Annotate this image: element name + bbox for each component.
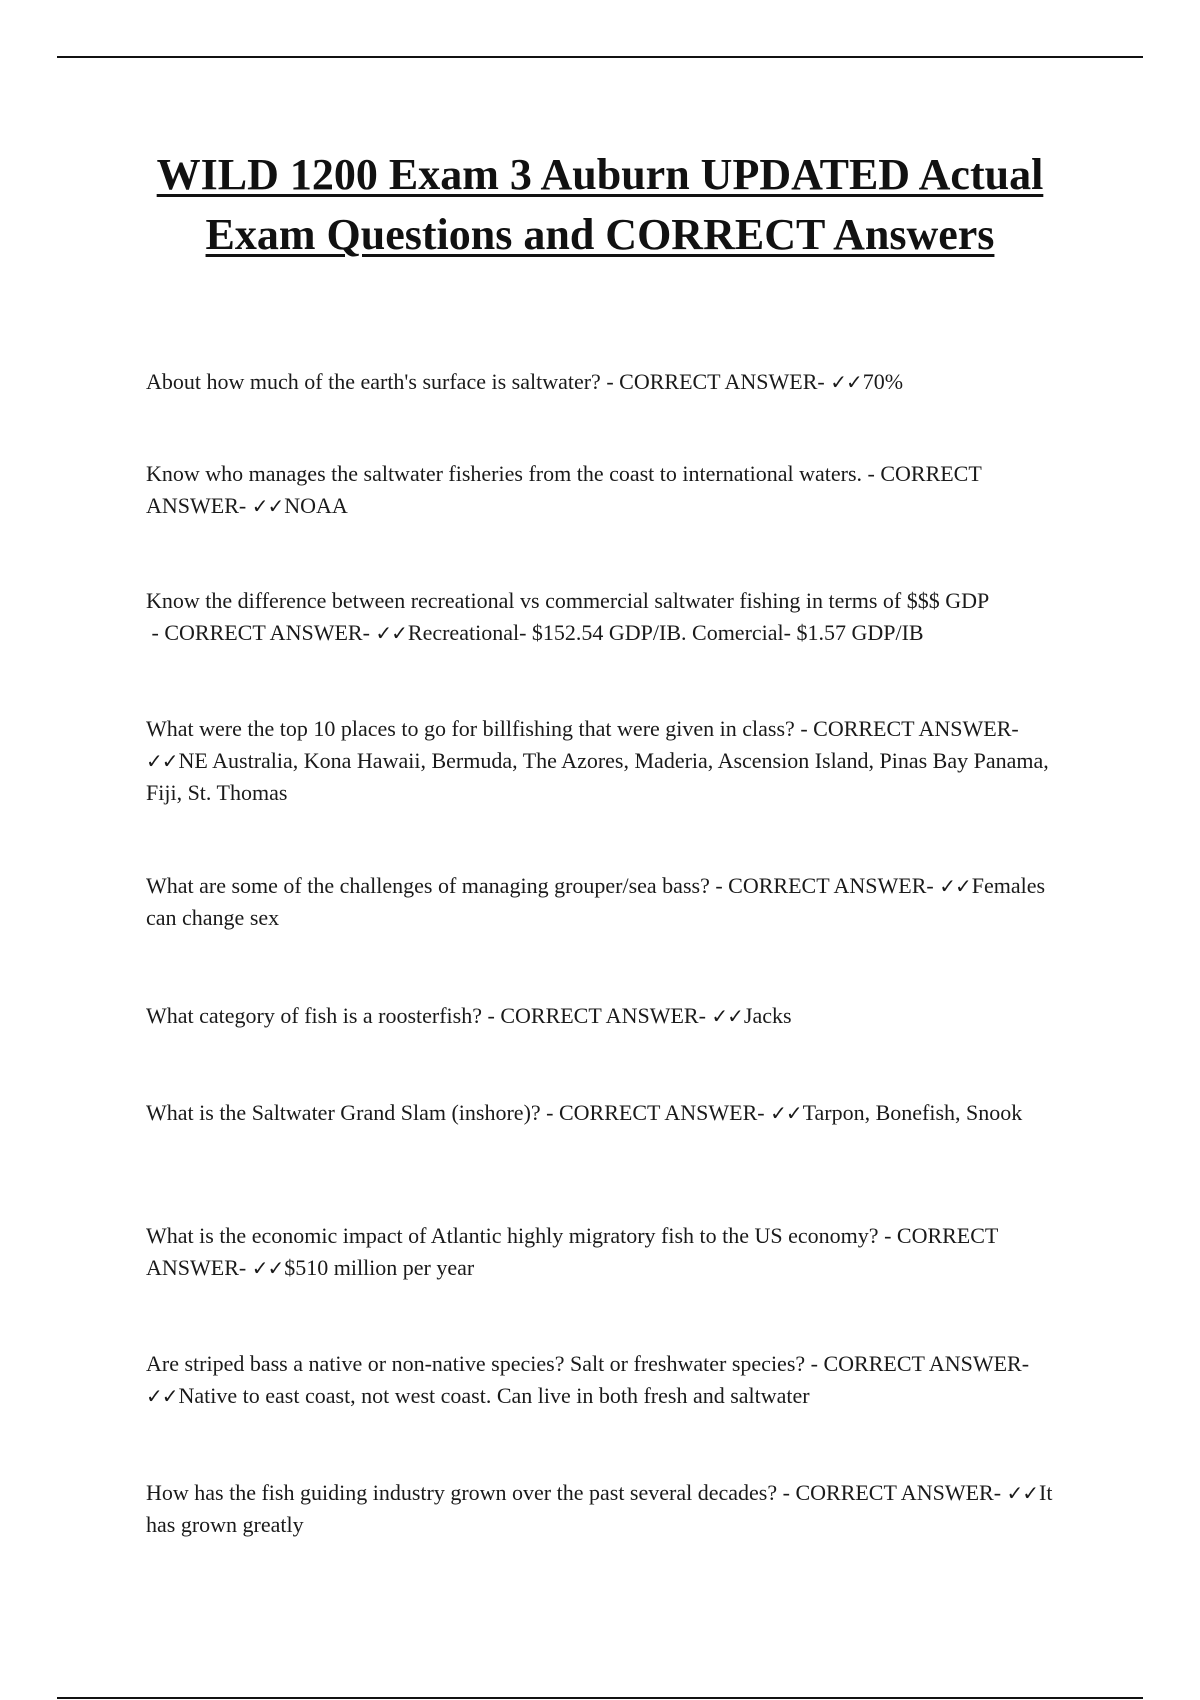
question-text: How has the fish guiding industry grown over the past several decades? (146, 1480, 778, 1505)
qa-item: About how much of the earth's surface is saltwater? - CORRECT ANSWER- ✓✓70% (146, 369, 904, 394)
footer-rule (57, 1697, 1143, 1699)
page-title-text: WILD 1200 Exam 3 Auburn UPDATED Actual Exam Questions and CORRECT Answers (156, 150, 1044, 259)
answer-label: CORRECT ANSWER- (559, 1100, 765, 1125)
question-text: Are striped bass a native or non-native species? Salt or freshwater species? (146, 1351, 806, 1376)
answer-label: CORRECT ANSWER- (164, 620, 370, 645)
checkmark-icon: ✓✓ (375, 621, 407, 645)
question-text: Know the difference between recreational vs commercial saltwater fishing in terms of $$$ GDP (146, 588, 989, 613)
question-text: About how much of the earth's surface is saltwater? (146, 369, 601, 394)
checkmark-icon: ✓✓ (939, 874, 971, 898)
qa-item: Are striped bass a native or non-native species? Salt or freshwater species? - CORRECT ANSWER- ✓✓Native to east coast, not west coast. Can live in both fresh and saltwater (146, 1351, 1030, 1408)
answer-text: It has grown greatly (146, 1480, 1053, 1537)
answer-text: NOAA (284, 493, 348, 518)
answer-label: CORRECT ANSWER- (146, 1223, 998, 1280)
checkmark-icon: ✓✓ (1006, 1481, 1039, 1505)
qa-item: What were the top 10 places to go for billfishing that were given in class? - CORRECT ANSWER- ✓✓NE Australia, Kona Hawaii, Bermuda, The Azores, Maderia, Ascension Island, Pinas Bay Panama, Fiji, St. Thomas (146, 716, 1049, 805)
checkmark-icon: ✓✓ (146, 1384, 178, 1408)
answer-text: Tarpon, Bonefish, Snook (802, 1100, 1023, 1125)
page-title (150, 145, 1050, 265)
answer-text: NE Australia, Kona Hawaii, Bermuda, The Azores, Maderia, Ascension Island, Pinas Bay Panama, Fiji, St. Thomas (146, 748, 1049, 805)
checkmark-icon: ✓✓ (251, 494, 284, 518)
checkmark-icon: ✓✓ (711, 1004, 743, 1028)
qa-item: What category of fish is a roosterfish? - CORRECT ANSWER- ✓✓Jacks (146, 1003, 792, 1028)
answer-text: Native to east coast, not west coast. Can live in both fresh and saltwater (178, 1383, 810, 1408)
answer-text: $510 million per year (284, 1255, 475, 1280)
question-text: What is the economic impact of Atlantic highly migratory fish to the US economy? (146, 1223, 879, 1248)
question-text: What category of fish is a roosterfish? (146, 1003, 482, 1028)
question-text: Know who manages the saltwater fisheries from the coast to international waters. (146, 461, 862, 486)
answer-label: CORRECT ANSWER- (146, 461, 982, 518)
header-rule (57, 56, 1143, 58)
answer-text: 70% (862, 369, 904, 394)
qa-item: What are some of the challenges of managing grouper/sea bass? - CORRECT ANSWER- ✓✓Females can change sex (146, 873, 1046, 930)
checkmark-icon: ✓✓ (770, 1101, 802, 1125)
checkmark-icon: ✓✓ (146, 749, 178, 773)
answer-text: Females can change sex (146, 873, 1046, 930)
answer-label: CORRECT ANSWER- (500, 1003, 706, 1028)
qa-item: What is the economic impact of Atlantic highly migratory fish to the US economy? - CORRECT ANSWER- ✓✓$510 million per year (146, 1223, 998, 1280)
answer-label: CORRECT ANSWER- (795, 1480, 1002, 1505)
answer-label: CORRECT ANSWER- (619, 369, 825, 394)
checkmark-icon: ✓✓ (830, 370, 862, 394)
question-text: What were the top 10 places to go for billfishing that were given in class? (146, 716, 795, 741)
qa-item: Know the difference between recreational vs commercial saltwater fishing in terms of $$$ GDP - CORRECT ANSWER- ✓✓Recreational- $152.54 GDP/IB. Comercial- $1.57 GDP/IB (146, 588, 989, 645)
question-text: What is the Saltwater Grand Slam (inshore)? (146, 1100, 541, 1125)
qa-item: Know who manages the saltwater fisheries from the coast to international waters. - CORRECT ANSWER- ✓✓NOAA (146, 461, 982, 518)
answer-label: CORRECT ANSWER- (813, 716, 1019, 741)
qa-item: What is the Saltwater Grand Slam (inshore)? - CORRECT ANSWER- ✓✓Tarpon, Bonefish, Snook (146, 1100, 1023, 1125)
answer-label: CORRECT ANSWER- (728, 873, 934, 898)
question-text: What are some of the challenges of managing grouper/sea bass? (146, 873, 710, 898)
checkmark-icon: ✓✓ (251, 1256, 284, 1280)
qa-item: How has the fish guiding industry grown over the past several decades? - CORRECT ANSWER- ✓✓It has grown greatly (146, 1480, 1053, 1537)
answer-text: Jacks (743, 1003, 792, 1028)
answer-label: CORRECT ANSWER- (823, 1351, 1030, 1376)
answer-text: Recreational- $152.54 GDP/IB. Comercial- $1.57 GDP/IB (407, 620, 924, 645)
